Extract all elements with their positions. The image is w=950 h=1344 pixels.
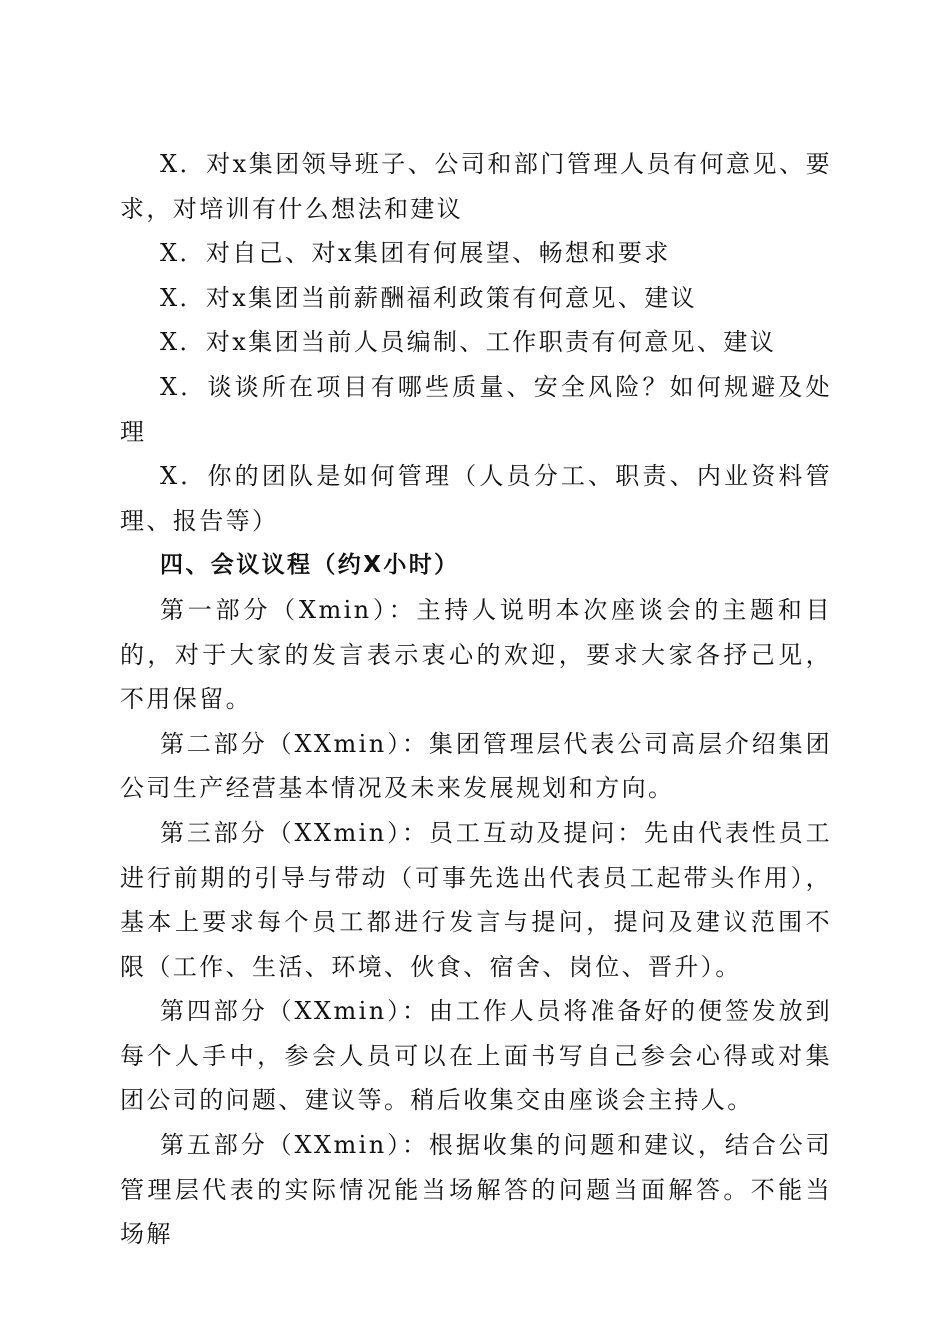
question-item: X．对x集团当前人员编制、工作职责有何意见、建议 (160, 328, 777, 357)
question-item: X．对x集团领导班子、公司和部门管理人员有何意见、要求，对培训有什么想法和建议 (120, 150, 832, 223)
agenda-part-5: 第五部分（XXmin）：根据收集的问题和建议，结合公司管理层代表的实际情况能当场解答的问题当面解答。不能当场解 (120, 1131, 832, 1249)
agenda-part-3: 第三部分（XXmin）：员工互动及提问：先由代表性员工进行前期的引导与带动（可事先选出代表员工起带头作用），基本上要求每个员工都进行发言与提问，提问及建议范围不限（工作、生活、环境、伙食、宿舍、岗位、晋升）。 (120, 818, 832, 981)
agenda-part-1: 第一部分（Xmin）：主持人说明本次座谈会的主题和目的，对于大家的发言表示衷心的欢迎，要求大家各抒己见，不用保留。 (120, 595, 832, 714)
section-heading-agenda: 四、会议议程（约X小时） (160, 552, 460, 579)
agenda-part-2: 第二部分（XXmin）：集团管理层代表公司高层介绍集团公司生产经营基本情况及未来发展规划和方向。 (120, 729, 832, 803)
question-item: X．谈谈所在项目有哪些质量、安全风险？如何规避及处理 (120, 372, 832, 446)
agenda-part-4: 第四部分（XXmin）：由工作人员将准备好的便签发放到每个人手中，参会人员可以在上面书写自己参会心得或对集团公司的问题、建议等。稍后收集交由座谈会主持人。 (120, 997, 832, 1115)
question-item: X．对自己、对x集团有何展望、畅想和要求 (160, 239, 671, 268)
document-body (120, 142, 832, 1257)
question-item: X．你的团队是如何管理（人员分工、职责、内业资料管理、报告等） (120, 462, 832, 535)
question-item: X．对x集团当前薪酬福利政策有何意见、建议 (160, 283, 698, 312)
